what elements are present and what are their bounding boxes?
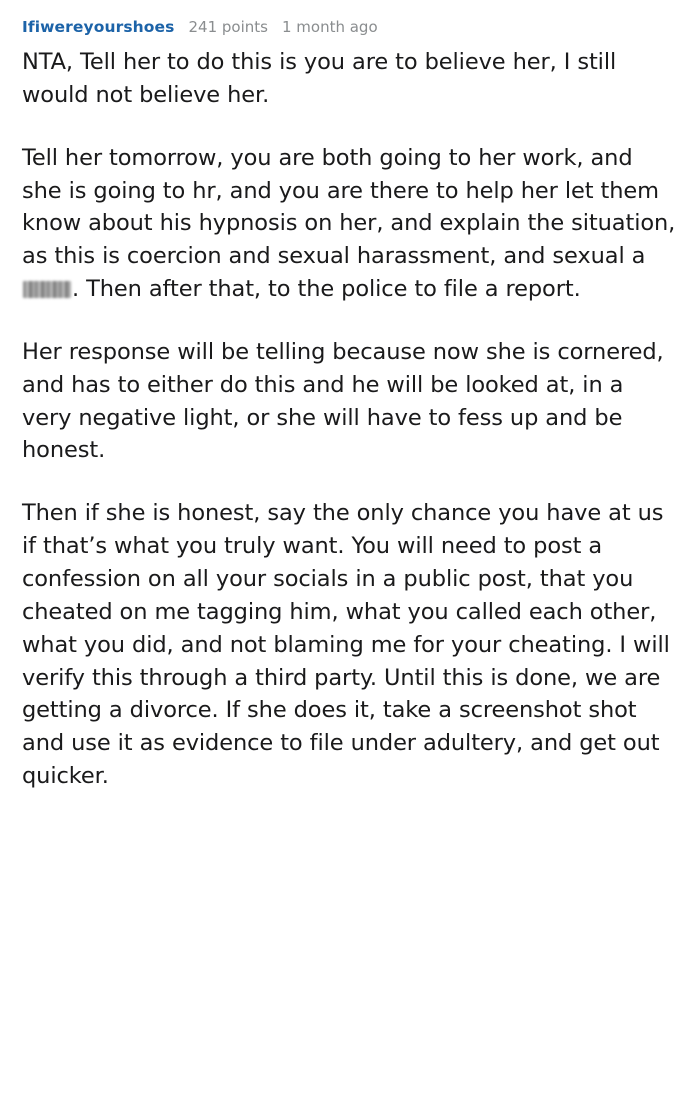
paragraph-text-after: . Then after that, to the police to file a report. bbox=[72, 276, 581, 303]
comment-header bbox=[22, 18, 678, 36]
comment-paragraph bbox=[22, 497, 678, 793]
paragraph-text: Then if she is honest, say the only chance you have at us if that’s what you truly want. You will need to post a confession on all your socials in a public post, that you cheated on me tagging him, what you called each other, what you did, and not blaming me for your cheating. I will verify this through a third party. Until this is done, we are getting a divorce. If she does it, take a screenshot shot and use it as evidence to file under adultery, and get out quicker. bbox=[22, 500, 670, 790]
comment-body bbox=[22, 46, 678, 793]
paragraph-text: Tell her tomorrow, you are both going to her work, and she is going to hr, and you are there to help her let them know about his hypnosis on her, and explain the situation, as this is coercion and sexual harassment, and sexual a bbox=[22, 144, 676, 270]
paragraph-text: Her response will be telling because now she is cornered, and has to either do this and he will be looked at, in a very negative light, or she will have to fess up and be honest. bbox=[22, 338, 664, 464]
comment-paragraph bbox=[22, 46, 678, 112]
paragraph-text: NTA, Tell her to do this is you are to believe her, I still would not believe her. bbox=[22, 49, 617, 108]
comment-points: 241 points bbox=[188, 18, 268, 36]
comment-author[interactable]: Ifiwereyourshoes bbox=[22, 18, 175, 36]
comment-timestamp: 1 month ago bbox=[281, 18, 378, 36]
comment-paragraph bbox=[22, 336, 678, 467]
comment-paragraph bbox=[22, 142, 678, 306]
redacted-word bbox=[23, 281, 71, 298]
